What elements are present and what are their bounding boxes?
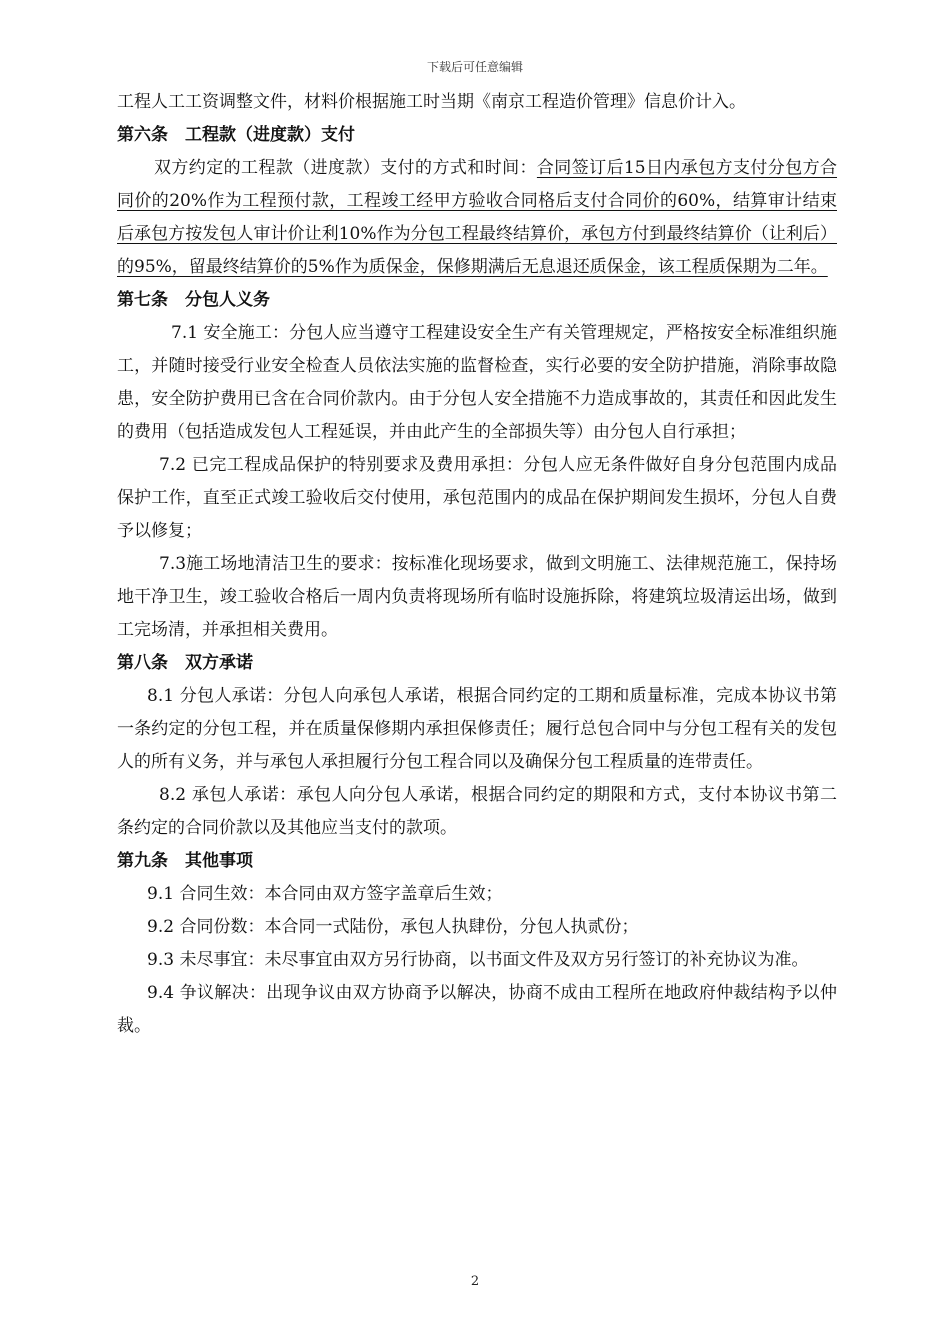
section-9-title: 第九条 其他事项 [117, 851, 253, 871]
clause-9-1: 9.1 合同生效：本合同由双方签字盖章后生效； [147, 884, 503, 904]
clause-7-2: 7.2 已完工程成品保护的特别要求及费用承担：分包人应无条件做好自身分包范围内成品保护工作，直至正式竣工验收后交付使用，承包范围内的成品在保护期间发生损坏，分包人自费予以修复； [117, 455, 837, 541]
clause-9-4: 9.4 争议解决：出现争议由双方协商予以解决，协商不成由工程所在地政府仲裁结构予以仲裁。 [117, 983, 837, 1036]
section-6-paragraph [117, 152, 837, 284]
section-7-title: 第七条 分包人义务 [117, 290, 270, 310]
payment-lead-text: 双方约定的工程款（进度款）支付的方式和时间： [154, 158, 537, 178]
clause-7-1: 7.1 安全施工：分包人应当遵守工程建设安全生产有关管理规定，严格按安全标准组织施工，并随时接受行业安全检查人员依法实施的监督检查，实行必要的安全防护措施，消除事故隐患，安全防护费用已含在合同价款内。由于分包人安全措施不力造成事故的，其责任和因此发生的费用（包括造成发包人工程延误，并由此产生的全部损失等）由分包人自行承担； [117, 323, 837, 442]
page-header-note: 下载后可任意编辑 [426, 60, 523, 74]
section-8-title: 第八条 双方承诺 [117, 653, 253, 673]
clause-8-1: 8.1 分包人承诺：分包人向承包人承诺，根据合同约定的工期和质量标准，完成本协议书第一条约定的分包工程，并在质量保修期内承担保修责任；履行总包合同中与分包工程有关的发包人的所有义务，并与承包人承担履行分包工程合同以及确保分包工程质量的连带责任。 [117, 686, 837, 772]
clause-8-2: 8.2 承包人承诺：承包人向分包人承诺，根据合同约定的期限和方式，支付本协议书第二条约定的合同价款以及其他应当支付的款项。 [117, 785, 837, 838]
clause-9-2: 9.2 合同份数：本合同一式陆份，承包人执肆份，分包人执贰份； [147, 917, 639, 937]
page-number: 2 [470, 1274, 480, 1289]
document-body [117, 86, 837, 1043]
paragraph-continuation: 工程人工工资调整文件，材料价根据施工时当期《南京工程造价管理》信息价计入。 [117, 92, 746, 112]
section-6-title: 第六条 工程款（进度款）支付 [117, 125, 355, 145]
payment-terms-underlined: 合同签订后15日内承包方支付分包方合同价的20%作为工程预付款，工程竣工经甲方验收合同格后支付合同价的60%，结算审计结束后承包方按发包人审计价让利10%作为分包工程最终结算价，承包方付到最终结算价（让利后）的95%，留最终结算价的5%作为质保金，保修期满后无息退还质保金，该工程质保期为二年。 [117, 158, 838, 277]
clause-9-3: 9.3 未尽事宜：未尽事宜由双方另行协商，以书面文件及双方另行签订的补充协议为准。 [147, 950, 809, 970]
clause-7-3: 7.3施工场地清洁卫生的要求：按标准化现场要求，做到文明施工、法律规范施工，保持场地干净卫生，竣工验收合格后一周内负责将现场所有临时设施拆除，将建筑垃圾清运出场，做到工完场清，并承担相关费用。 [117, 554, 837, 640]
